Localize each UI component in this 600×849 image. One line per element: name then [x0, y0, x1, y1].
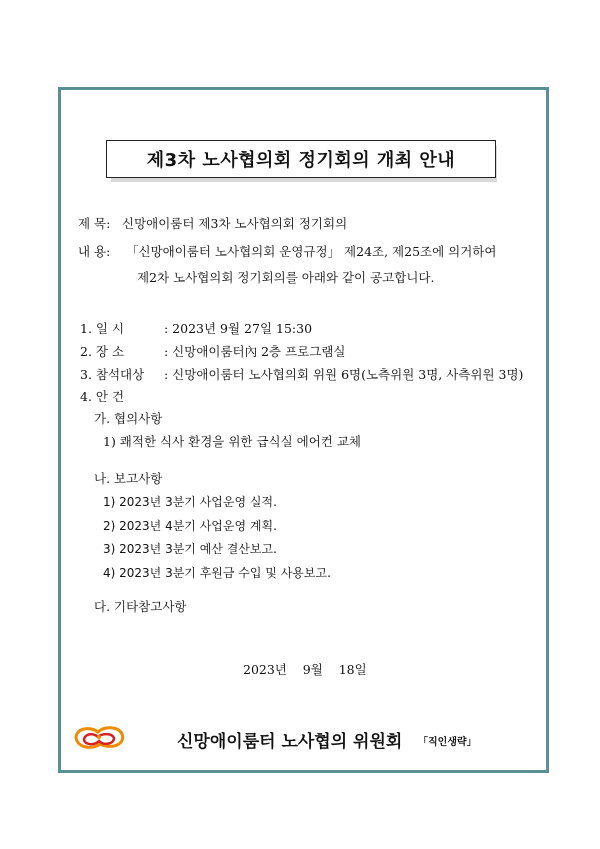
announcement-date: 2023년 9월 18일	[243, 662, 367, 677]
item-label-agenda: 4. 안 건	[80, 389, 125, 404]
item-value-place: : 신망애이룸터內 2층 프로그램실	[164, 344, 346, 359]
agenda-c-title: 다. 기타참고사항	[94, 599, 187, 614]
footer-organization: 신망애이룸터 노사협의 위원회	[177, 732, 403, 752]
agenda-b-title: 나. 보고사항	[94, 471, 163, 486]
item-value-attendees: : 신망애이룸터 노사협의회 위원 6명(노측위원 3명, 사측위원 3명)	[164, 367, 524, 382]
subject-value: 신망애이룸터 제3차 노사협의회 정기회의	[122, 216, 348, 231]
agenda-b-item-4: 4) 2023년 3분기 후원금 수입 및 사용보고.	[103, 566, 331, 580]
item-label-place: 2. 장 소	[80, 344, 125, 359]
subject-label: 제 목:	[78, 216, 111, 231]
content-label: 내 용:	[78, 244, 111, 259]
agenda-a-item-1: 1) 쾌적한 식사 환경을 위한 급식실 에어컨 교체	[103, 434, 361, 449]
item-label-attendees: 3. 참석대상	[80, 367, 145, 382]
agenda-a-title: 가. 협의사항	[94, 411, 163, 426]
item-label-time: 1. 일 시	[80, 321, 125, 336]
content-line-1: 「신망애이룸터 노사협의회 운영규정」 제24조, 제25조에 의거하여	[126, 244, 497, 259]
footer-seal-omitted: 「직인생략」	[418, 737, 477, 748]
agenda-b-item-2: 2) 2023년 4분기 사업운영 계획.	[103, 519, 277, 533]
title-banner	[106, 140, 502, 182]
agenda-b-item-3: 3) 2023년 3분기 예산 결산보고.	[103, 542, 277, 556]
content-line-2: 제2차 노사협의회 정기회의를 아래와 같이 공고합니다.	[137, 270, 435, 285]
document-title: 제3차 노사협의회 정기회의 개최 안내	[106, 140, 496, 178]
agenda-b-item-1: 1) 2023년 3분기 사업운영 실적.	[103, 495, 277, 509]
organization-logo-icon	[70, 722, 128, 752]
item-value-time: : 2023년 9월 27일 15:30	[164, 321, 313, 336]
